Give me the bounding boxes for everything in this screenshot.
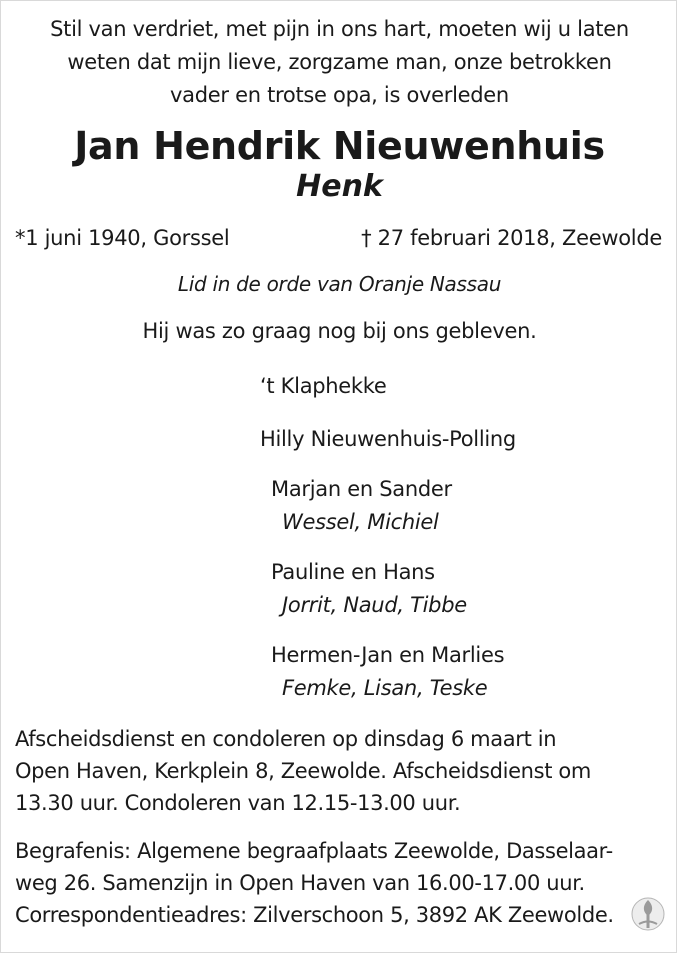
service-details [15, 723, 667, 819]
child-couple: Marjan en Sander [271, 477, 452, 501]
wish-line: Hij was zo graag nog bij ons gebleven. [142, 319, 537, 343]
intro-text [1, 13, 677, 112]
family-place: ‘t Klaphekke [260, 374, 387, 398]
memorial-logo-icon [631, 894, 665, 934]
funeral-line: weg 26. Samenzijn in Open Haven van 16.00-17.00 uur. [15, 871, 585, 895]
grandchildren: Wessel, Michiel [282, 510, 439, 534]
funeral-line: Begrafenis: Algemene begraafplaats Zeewolde, Dasselaar- [15, 839, 613, 863]
death-date: † 27 februari 2018, Zeewolde [361, 226, 662, 250]
correspondence-line: Correspondentieadres: Zilverschoon 5, 3892 AK Zeewolde. [15, 903, 614, 927]
grandchildren: Jorrit, Naud, Tibbe [282, 593, 467, 617]
intro-line: vader en trotse opa, is overleden [170, 83, 509, 107]
birth-date: *1 juni 1940, Gorssel [15, 226, 230, 250]
child-couple: Hermen-Jan en Marlies [271, 643, 505, 667]
grandchildren: Femke, Lisan, Teske [282, 676, 488, 700]
intro-line: weten dat mijn lieve, zorgzame man, onze betrokken [67, 50, 612, 74]
funeral-details [15, 835, 667, 931]
service-line: Afscheidsdienst en condoleren op dinsdag 6 maart in [15, 727, 557, 751]
honor-line: Lid in de orde van Oranje Nassau [177, 272, 502, 296]
service-line: 13.30 uur. Condoleren van 12.15-13.00 uur. [15, 791, 461, 815]
deceased-nickname: Henk [296, 169, 383, 204]
service-line: Open Haven, Kerkplein 8, Zeewolde. Afscheidsdienst om [15, 759, 592, 783]
deceased-name: Jan Hendrik Nieuwenhuis [74, 124, 605, 168]
child-couple: Pauline en Hans [271, 560, 435, 584]
intro-line: Stil van verdriet, met pijn in ons hart, moeten wij u laten [50, 17, 629, 41]
family-spouse: Hilly Nieuwenhuis-Polling [260, 427, 516, 451]
